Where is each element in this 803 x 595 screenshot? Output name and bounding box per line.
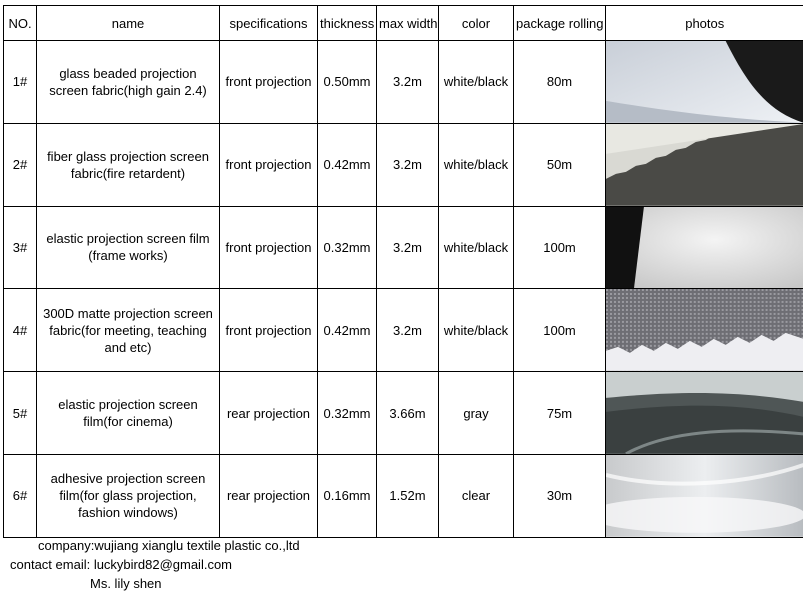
cell-name: elastic projection screen film (frame works)	[37, 206, 220, 289]
fiber-glass-fabric-photo	[606, 124, 803, 206]
cell-no: 4#	[4, 289, 37, 372]
elastic-film-photo	[606, 207, 803, 289]
contact-person: Ms. lily shen	[90, 576, 162, 591]
cell-width: 3.2m	[377, 206, 439, 289]
cell-spec: rear projection	[220, 454, 318, 537]
cell-thickness: 0.32mm	[318, 206, 377, 289]
header-specifications: specifications	[220, 6, 318, 41]
cell-name: adhesive projection screen film(for glass projection, fashion windows)	[37, 454, 220, 537]
cell-name: fiber glass projection screen fabric(fire retardent)	[37, 123, 220, 206]
cell-thickness: 0.42mm	[318, 123, 377, 206]
header-max-width: max width	[377, 6, 439, 41]
adhesive-film-photo	[606, 455, 803, 537]
header-name: name	[37, 6, 220, 41]
company-name: company:wujiang xianglu textile plastic co.,ltd	[38, 538, 300, 553]
cell-no: 6#	[4, 454, 37, 537]
cell-color: white/black	[439, 123, 514, 206]
cell-spec: front projection	[220, 41, 318, 124]
cell-name: 300D matte projection screen fabric(for meeting, teaching and etc)	[37, 289, 220, 372]
cell-name: glass beaded projection screen fabric(high gain 2.4)	[37, 41, 220, 124]
contact-footer	[0, 536, 300, 593]
cell-color: white/black	[439, 289, 514, 372]
table-row	[4, 454, 803, 537]
cell-no: 3#	[4, 206, 37, 289]
table-row	[4, 289, 803, 372]
cell-width: 3.2m	[377, 123, 439, 206]
cell-thickness: 0.16mm	[318, 454, 377, 537]
cell-spec: front projection	[220, 206, 318, 289]
cell-color: clear	[439, 454, 514, 537]
cell-spec: front projection	[220, 289, 318, 372]
header-package-rolling: package rolling	[514, 6, 606, 41]
cell-spec: front projection	[220, 123, 318, 206]
cell-no: 1#	[4, 41, 37, 124]
cell-rolling: 30m	[514, 454, 606, 537]
cell-spec: rear projection	[220, 372, 318, 455]
cell-rolling: 80m	[514, 41, 606, 124]
product-table	[3, 5, 803, 538]
cell-width: 1.52m	[377, 454, 439, 537]
cell-width: 3.2m	[377, 41, 439, 124]
cell-color: white/black	[439, 41, 514, 124]
glass-beaded-fabric-photo	[606, 41, 803, 123]
matte-fabric-photo	[606, 289, 803, 371]
cell-color: white/black	[439, 206, 514, 289]
header-photos: photos	[606, 6, 803, 41]
cell-no: 5#	[4, 372, 37, 455]
table-row	[4, 123, 803, 206]
header-color: color	[439, 6, 514, 41]
contact-email: contact email: luckybird82@gmail.com	[10, 557, 233, 572]
header-no: NO.	[4, 6, 37, 41]
table-row	[4, 41, 803, 124]
cell-thickness: 0.50mm	[318, 41, 377, 124]
cell-thickness: 0.42mm	[318, 289, 377, 372]
rear-film-photo	[606, 372, 803, 454]
cell-thickness: 0.32mm	[318, 372, 377, 455]
header-thickness: thickness	[318, 6, 377, 41]
cell-width: 3.2m	[377, 289, 439, 372]
cell-rolling: 100m	[514, 289, 606, 372]
table-row	[4, 372, 803, 455]
cell-rolling: 100m	[514, 206, 606, 289]
header-row	[4, 6, 803, 41]
cell-width: 3.66m	[377, 372, 439, 455]
table-row	[4, 206, 803, 289]
cell-name: elastic projection screen film(for cinema)	[37, 372, 220, 455]
cell-no: 2#	[4, 123, 37, 206]
cell-rolling: 50m	[514, 123, 606, 206]
cell-rolling: 75m	[514, 372, 606, 455]
cell-color: gray	[439, 372, 514, 455]
